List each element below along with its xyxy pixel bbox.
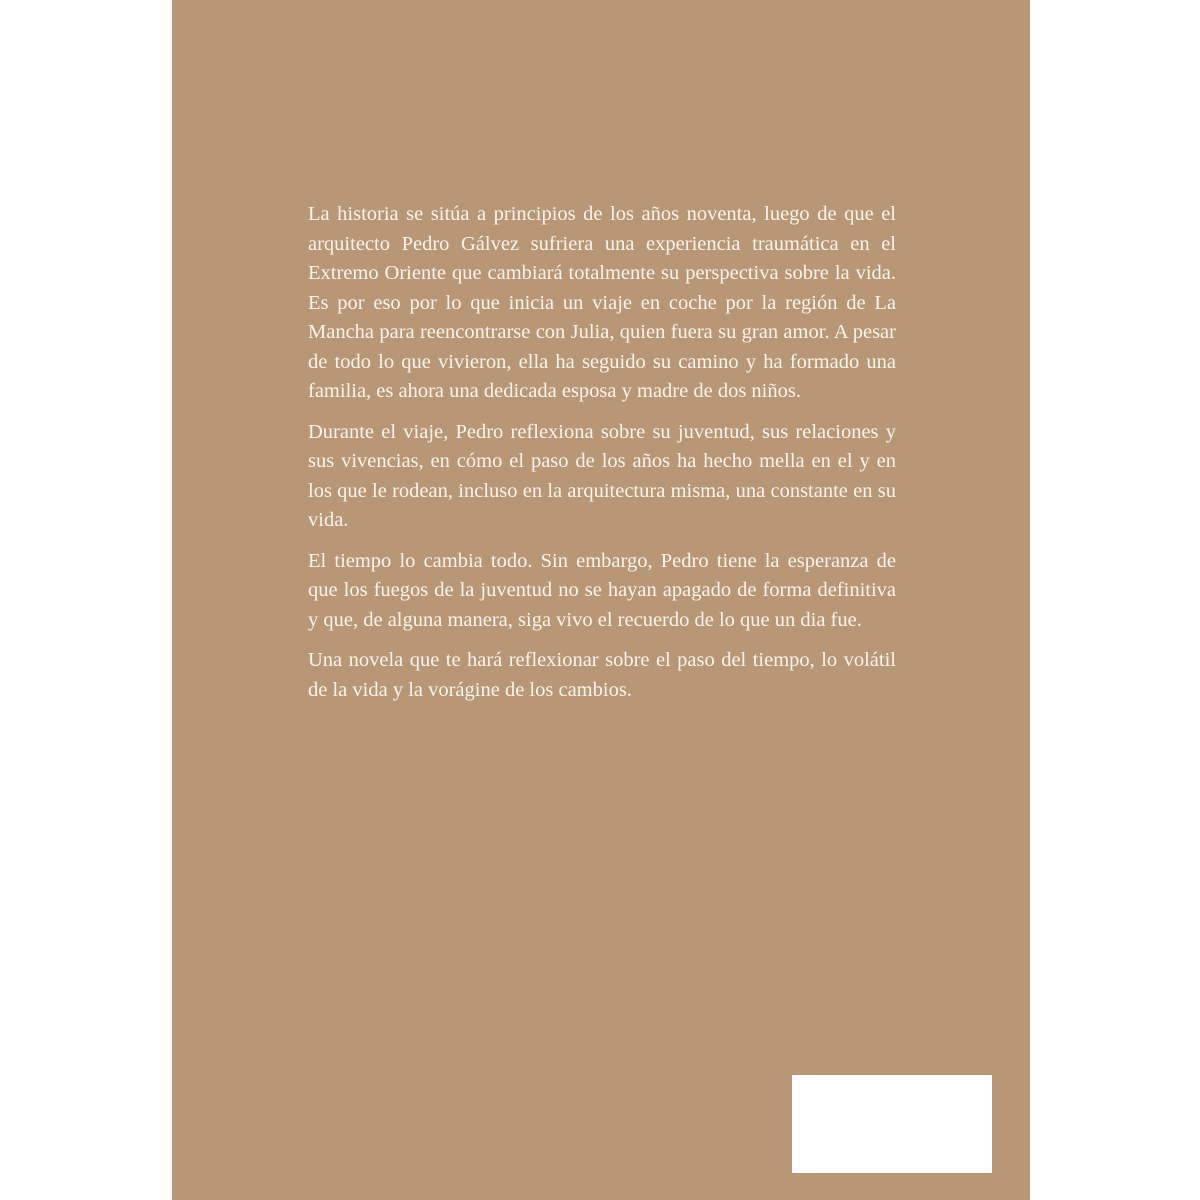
synopsis-paragraph-1: La historia se sitúa a principios de los años noventa, luego de que el arquitecto Pedro Gálvez sufriera una experiencia traumática en el Extremo Oriente que cambiará totalmente su perspectiva sobre la vida. Es por eso por lo que inicia un viaje en coche por la región de La Mancha para reencontrarse con Julia, quien fuera su gran amor. A pesar de todo lo que vivieron, ella ha seguido su camino y ha formado una familia, es ahora una dedicada esposa y madre de dos niños.	[308, 203, 896, 402]
synopsis-paragraph-2: Durante el viaje, Pedro reflexiona sobre su juventud, sus relaciones y sus vivencias, en cómo el paso de los años ha hecho mella en el y en los que le rodean, incluso en la arquitectura misma, una constante en su vida.	[308, 420, 896, 531]
barcode-placeholder	[792, 1075, 992, 1173]
synopsis-paragraph-4: Una novela que te hará reflexionar sobre el paso del tiempo, lo volátil de la vida y la vorágine de los cambios.	[308, 649, 896, 701]
synopsis-text	[308, 200, 896, 716]
synopsis-paragraph-3: El tiempo lo cambia todo. Sin embargo, Pedro tiene la esperanza de que los fuegos de la juventud no se hayan apagado de forma definitiva y que, de alguna manera, siga vivo el recuerdo de lo que un dia fue.	[308, 549, 896, 631]
back-cover	[172, 0, 1030, 1200]
